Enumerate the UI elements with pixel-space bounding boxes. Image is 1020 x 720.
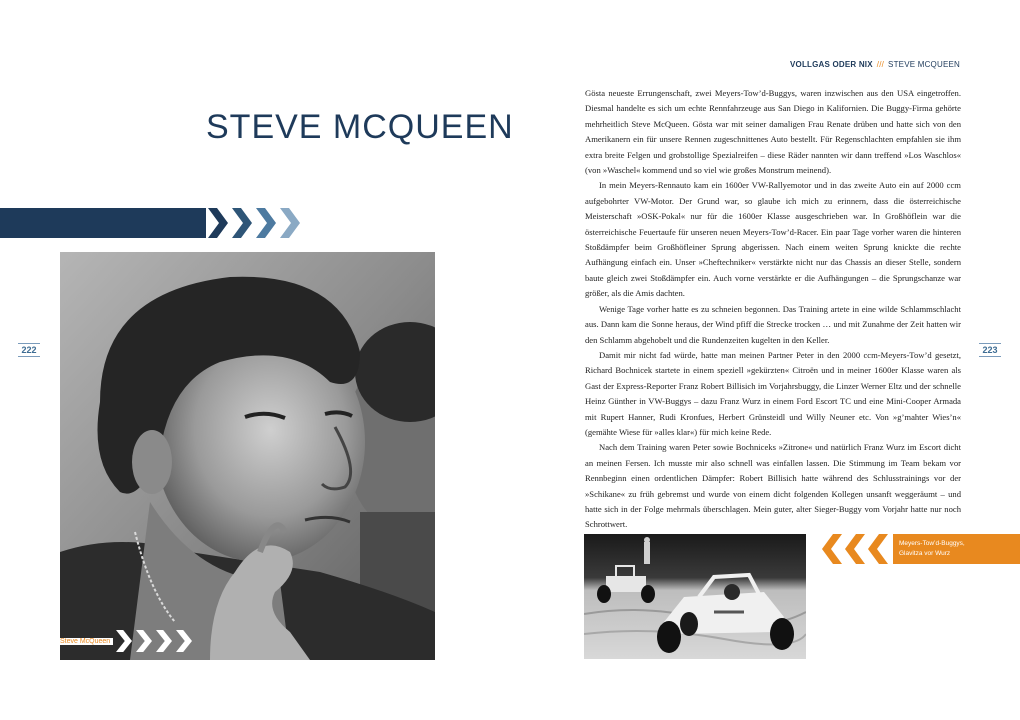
steve-mcqueen-portrait-photo — [60, 252, 435, 660]
page-number-left: 222 — [18, 343, 40, 357]
page-title: STEVE MCQUEEN — [206, 107, 514, 146]
paragraph: Damit mir nicht fad würde, hatte man meinen Partner Peter in den 2000 ccm-Meyers-Tow’d gesetzt, Richard Bochnicek startete in einem speziell »gekürzten« Citroën und in meiner 1600er Klasse waren als Gast der Express-Reporter Franz Robert Billisich im Vorjahrsbuggy, die Linzer Werner Eltz und der schnelle Heinz Günther in VW-Buggys – dazu Franz Wurz in einem Ford Escort TC und eine Mini-Cooper Armada mit Rupert Hanner, Rudi Kronfues, Herbert Grünsteidl und Willy Neuner etc. Von »g’mahter Wies’n« (gemähte Wiese für »alles klar«) für mich keine Rede. — [585, 349, 961, 437]
buggy-caption-line1: Meyers-Tow’d-Buggys, — [899, 540, 965, 547]
running-header-separator: /// — [876, 60, 885, 69]
chevron-left-icon — [822, 534, 842, 564]
running-header-chapter: STEVE MCQUEEN — [888, 60, 960, 69]
paragraph: Gösta neueste Errungenschaft, zwei Meyers-Tow’d-Buggys, waren inzwischen aus den USA eingetroffen. Diesmal handelte es sich um echte Rennfahrzeuge aus San Diego in Kalifornien. Die Buggy-Firma gehörte mehrheitlich Steve McQueen. Gösta war mit seiner damaligen Frau Renate drüben und hatte sich von den Amerikanern ein für unsere Rennen zugeschnittenes Auto bestellt. Für Regenschlachten empfahlen sie ihm extra breite Felgen und grobstollige Spezialreifen – diese Räder nannten wir dann treffend »Los Waschlos« (von »Waschel« kommend und so viel wie großes Monstrum meinend). — [585, 88, 961, 176]
chevron-right-icon — [256, 208, 276, 238]
body-text — [585, 86, 961, 533]
paragraph: Wenige Tage vorher hatte es zu schneien begonnen. Das Training artete in eine wilde Schlammschlacht aus. Dann kam die Sonne heraus, der Wind pfiff die Strecke trocken … und mit Zunahme der Zeit hatten wir den Schlamm abgehobelt und die Rundenzeiten kugelten in den Keller. — [585, 303, 961, 345]
decorative-blue-bar — [0, 208, 206, 238]
running-header — [790, 60, 960, 69]
chevron-left-icon — [845, 534, 865, 564]
page-number-right: 223 — [979, 343, 1001, 357]
running-header-section: VOLLGAS ODER NIX — [790, 60, 873, 69]
chevron-right-icon — [232, 208, 252, 238]
paragraph: Nach dem Training waren Peter sowie Bochniceks »Zitrone« und natürlich Franz Wurz im Escort dicht an meinen Fersen. Ich musste mir also schnell was einfallen lassen. Die Stimmung im Team bekam vor Rennbeginn einen ordentlichen Dämpfer: Robert Billisich hatte während des Schlusstrainings vor der »Schikane« zu früh gebremst und wurde von einem dicht folgenden Kollegen unsanft weggeräumt – und hatte sich in der Folge mehrmals überschlagen. Mein guter, alter Sieger-Buggy vom Vorjahr hatte nur noch Schrottwert. — [585, 442, 961, 530]
buggy-caption-line2: Glavitza vor Wurz — [899, 550, 951, 557]
chevron-left-icon — [868, 534, 888, 564]
chevron-right-icon — [208, 208, 228, 238]
buggy-caption — [899, 539, 965, 559]
paragraph: In mein Meyers-Rennauto kam ein 1600er VW-Rallyemotor und in das zweite Auto ein auf 2000 ccm aufgebohrter VW-Motor. Der Grund war, so glaube ich mich zu erinnern, dass die österreichische Meisterschaft »OSK-Pokal« nur für die 1600er Klasse ausgeschrieben war. In Großhöflein war die österreichische Feuertaufe für unseren neuen Meyers-Tow’d-Racer. Ein paar Tage vorher waren die hinteren Stoßdämpfer beim Großhöfleiner Sprung abgerissen. Nach einem weiten Sprung knickte die rechte Aufhängung einfach ein. Unser »Cheftechniker« verstärkte nicht nur das Chassis an dieser Stelle, sondern baute gleich zwei Stoßdämpfer ein. Auch vorne verstärkte er die Aufhängungen – die Sprungschanze war größer, als die Amis dachten. — [585, 180, 961, 299]
buggy-race-photo — [584, 534, 806, 659]
portrait-caption: Steve McQueen — [60, 638, 113, 645]
chevron-right-icon — [280, 208, 300, 238]
